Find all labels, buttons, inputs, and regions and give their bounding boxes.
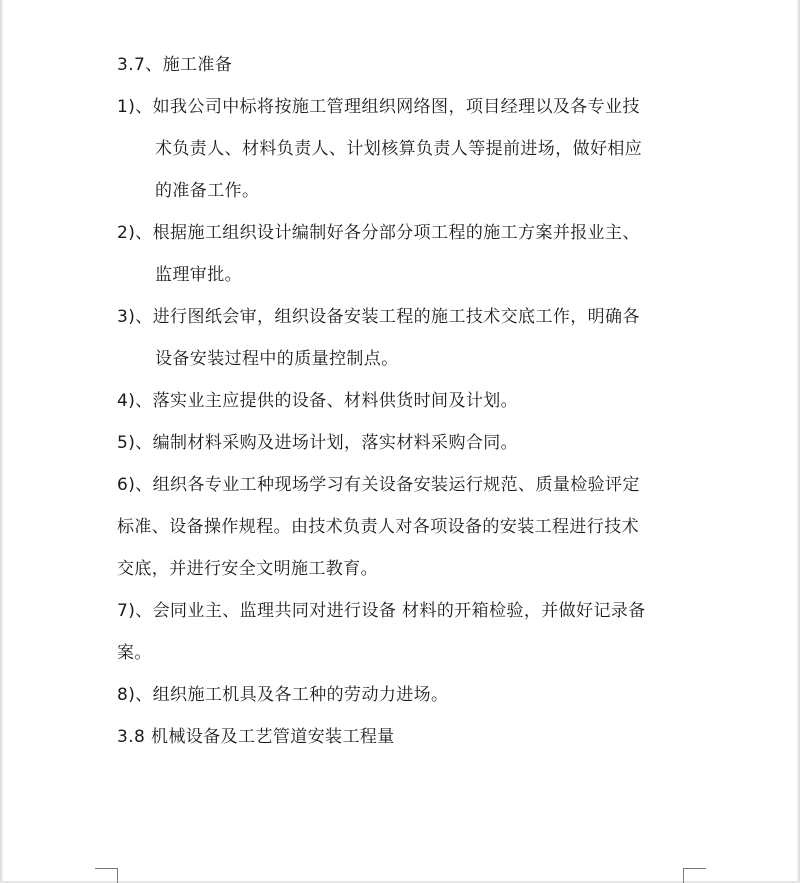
page-right-shadow [796,0,800,883]
item-6-line-2: 标准、设备操作规程。由技术负责人对各项设备的安装工程进行技术 [117,517,639,537]
crop-mark-left [95,868,118,883]
item-7-line-1: 7)、会同业主、监理共同对进行设备 材料的开箱检验，并做好记录备 [117,601,646,621]
item-1-line-1: 1)、如我公司中标将按施工管理组织网络图，项目经理以及各专业技 [117,97,640,117]
item-3-line-2: 设备安装过程中的质量控制点。 [155,349,399,369]
item-8-line-1: 8)、组织施工机具及各工种的劳动力进场。 [117,685,449,705]
item-2-line-1: 2)、根据施工组织设计编制好各分部分项工程的施工方案并报业主、 [117,223,640,243]
item-1-line-2: 术负责人、材料负责人、计划核算负责人等提前进场，做好相应 [155,139,643,159]
page-left-shadow [0,0,4,883]
item-4-line-1: 4)、落实业主应提供的设备、材料供货时间及计划。 [117,391,519,411]
item-6-line-3: 交底，并进行安全文明施工教育。 [117,559,378,579]
item-3-line-1: 3)、进行图纸会审，组织设备安装工程的施工技术交底工作，明确各 [117,307,640,327]
item-1-line-3: 的准备工作。 [155,181,260,201]
section-heading-3-7: 3.7、施工准备 [117,55,233,75]
section-heading-3-8: 3.8 机械设备及工艺管道安装工程量 [117,727,395,747]
item-7-line-2: 案。 [117,643,152,663]
item-2-line-2: 监理审批。 [155,265,242,285]
item-6-line-1: 6)、组织各专业工种现场学习有关设备安装运行规范、质量检验评定 [117,475,640,495]
crop-mark-right [683,868,706,883]
item-5-line-1: 5)、编制材料采购及进场计划，落实材料采购合同。 [117,433,519,453]
document-body [117,44,697,758]
